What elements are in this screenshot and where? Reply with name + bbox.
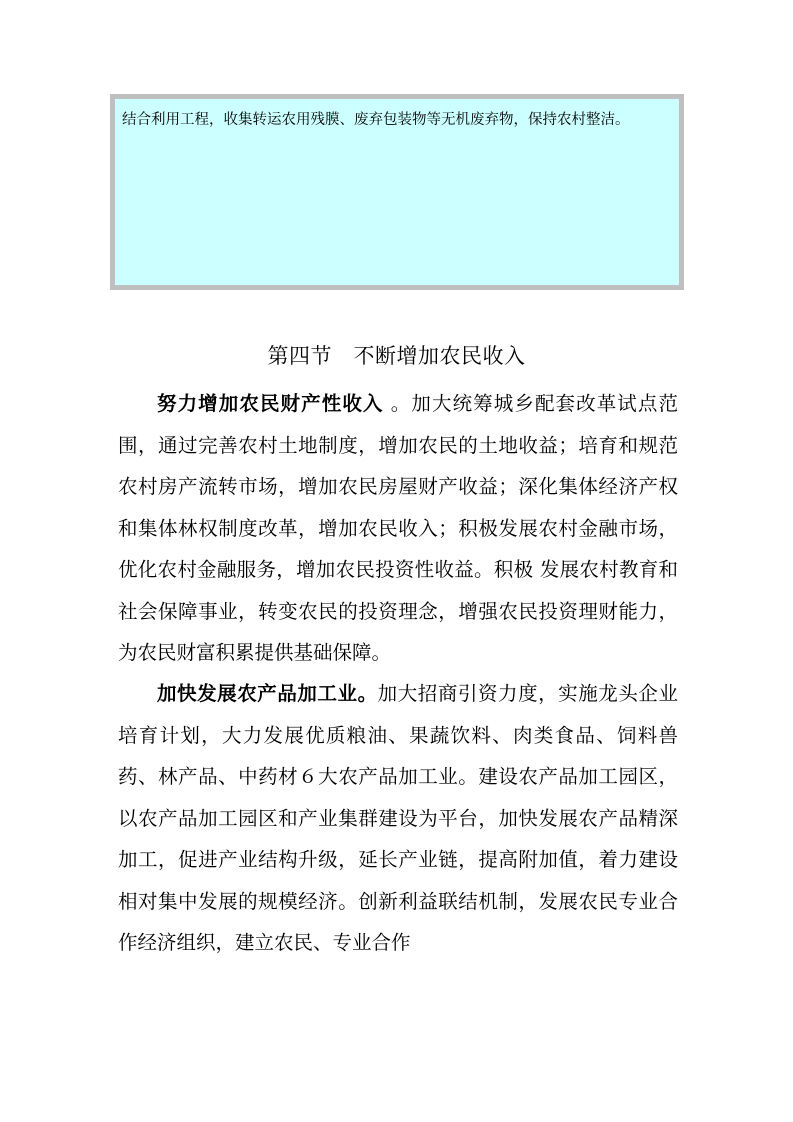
- paragraph-lead: 加快发展农产品加工业。: [157, 682, 378, 705]
- paragraph-body: 加大招商引资力度，实施龙头企业培育计划，大力发展优质粮油、果蔬饮料、肉类食品、饲料兽药、林产品、中药材６大农产品加工业。建设农产品加工园区，以农产品加工园区和产业集群建设为平台，加快发展农产品精深加工，促进产业结构升级，延长产业链，提高附加值，着力建设相对集中发展的规模经济。创新利益联结机制，发展农民专业合作经济组织，建立农民、专业合作: [118, 682, 678, 954]
- highlight-box-text: 结合利用工程，收集转运农用残膜、废弃包装物等无机废弃物，保持农村整洁。: [122, 112, 630, 128]
- paragraph-body: 。加大统筹城乡配套改革试点范围，通过完善农村土地制度，增加农民的土地收益；培育和规范农村房产流转市场，增加农民房屋财产收益；深化集体经济产权和集体林权制度改革，增加农民收入；积极发展农村金融市场，优化农村金融服务，增加农民投资性收益。积极 发展农村教育和社会保障事业，转变农民的投资理念，增强农民投资理财能力，为农民财富积累提供基础保障。: [118, 392, 678, 664]
- section-title: 第四节 不断增加农民收入: [267, 344, 526, 368]
- paragraph-lead: 努力增加农民财产性收入: [157, 392, 384, 415]
- paragraph-agro-processing: [118, 673, 678, 964]
- highlight-box: [110, 94, 684, 290]
- paragraph-property-income: [118, 383, 678, 674]
